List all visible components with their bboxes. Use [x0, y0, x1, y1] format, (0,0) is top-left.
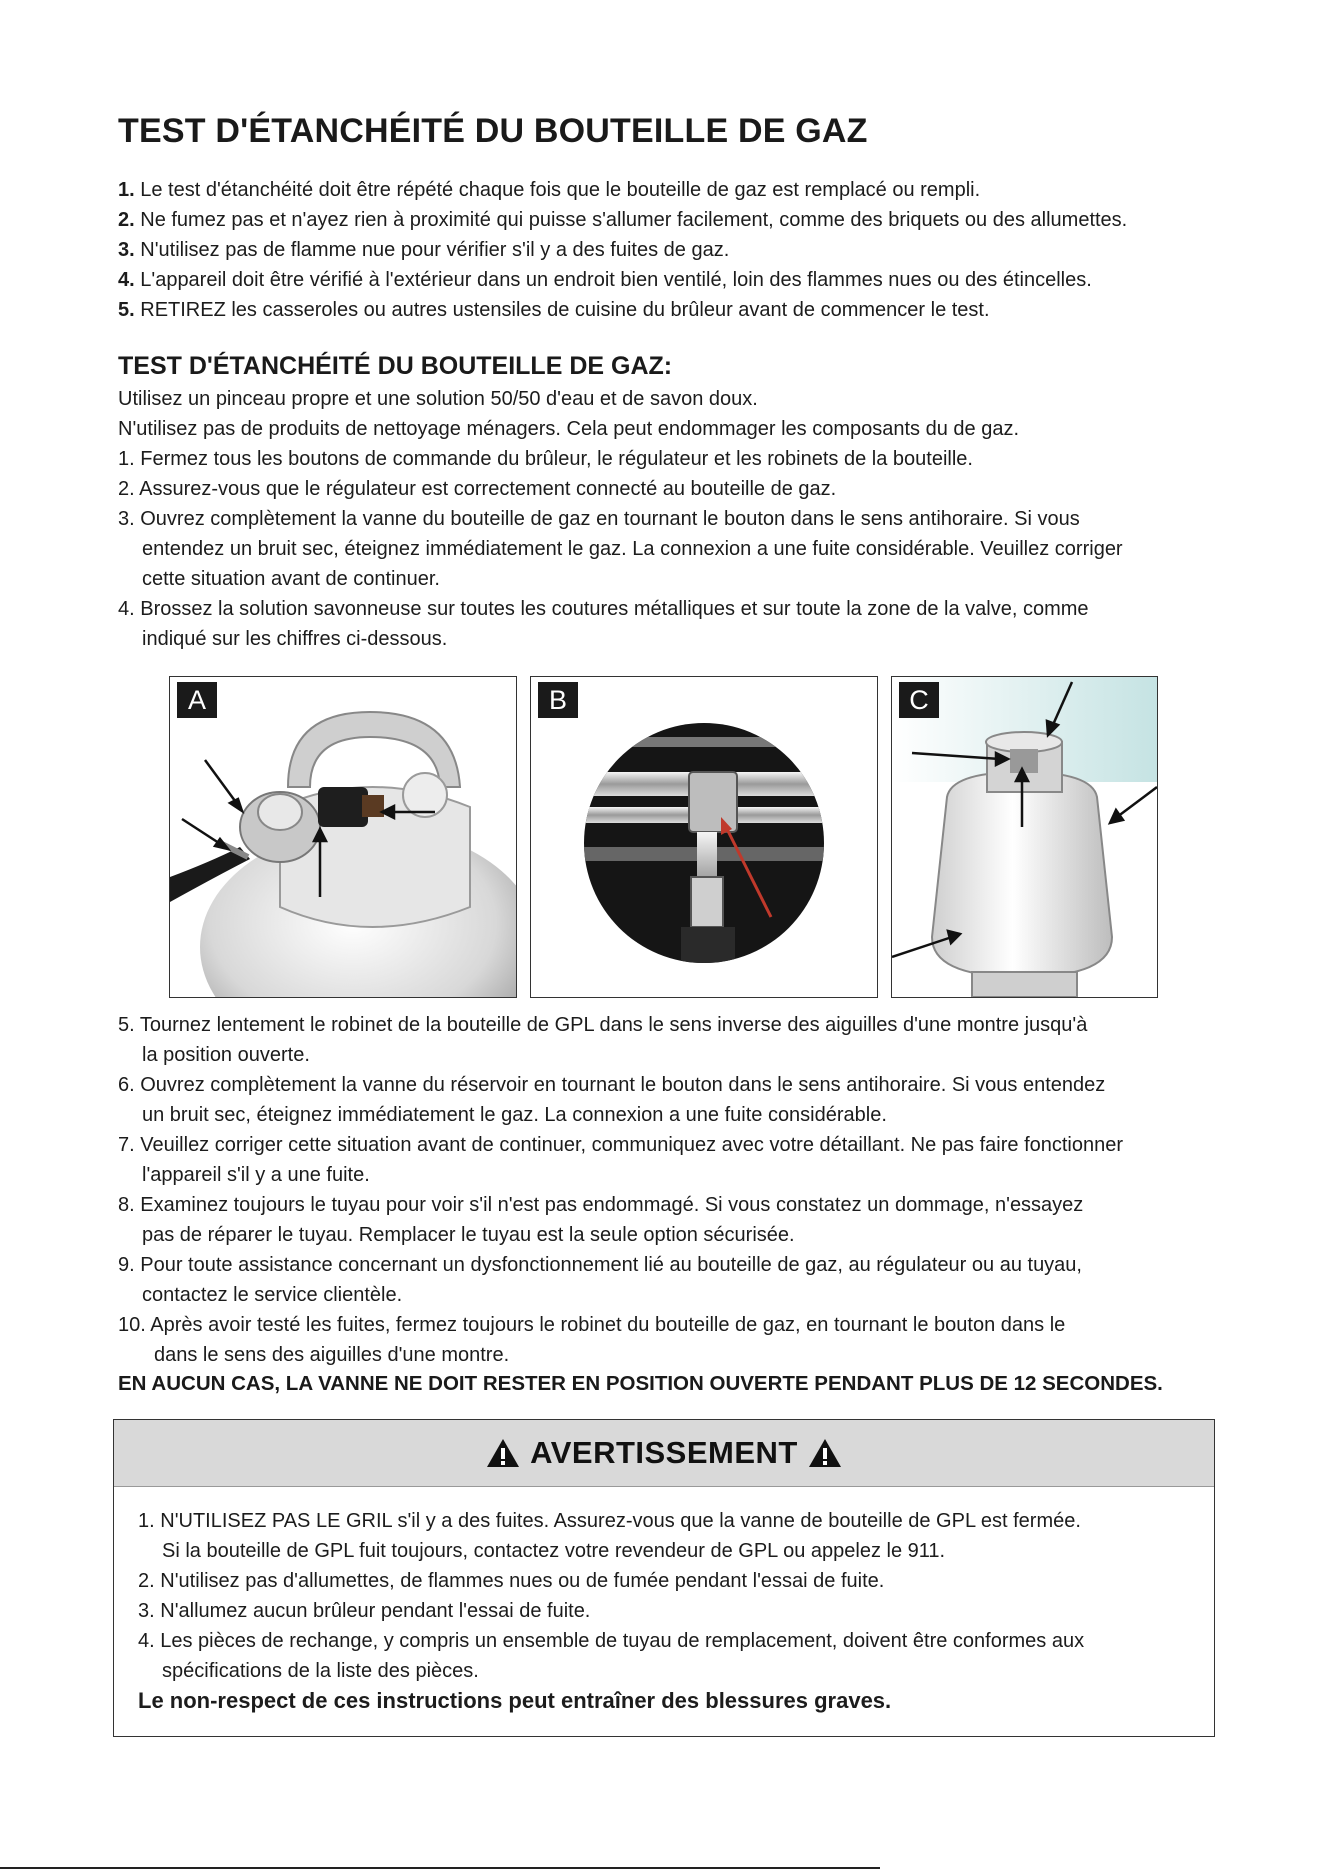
warning-item-1: 1. N'UTILISEZ PAS LE GRIL s'il y a des fuites. Assurez-vous que la vanne de bouteille de GPL est fermée.	[138, 1510, 1081, 1532]
warning-final-statement: Le non-respect de ces instructions peut entraîner des blessures graves.	[138, 1688, 892, 1713]
step-10: 10. Après avoir testé les fuites, fermez toujours le robinet du bouteille de gaz, en tournant le bouton dans le	[118, 1314, 1066, 1336]
regulator-connection-illustration	[531, 677, 877, 997]
warning-list	[138, 1506, 1198, 1686]
step-6-continuation: un bruit sec, éteignez immédiatement le gaz. La connexion a une fuite considérable.	[142, 1104, 887, 1126]
step-8: 8. Examinez toujours le tuyau pour voir s'il n'est pas endommagé. Si vous constatez un dommage, n'essayez	[118, 1194, 1084, 1216]
step-3-continuation: cette situation avant de continuer.	[142, 568, 440, 590]
procedure-part-2	[118, 1010, 1298, 1370]
intro-line: Utilisez un pinceau propre et une solution 50/50 d'eau et de savon doux.	[118, 388, 758, 410]
figure-label-b: B	[538, 682, 578, 718]
step-7: 7. Veuillez corriger cette situation avant de continuer, communiquez avec votre détaillant. Ne pas faire fonctionner	[118, 1134, 1124, 1156]
figure-a-cylinder-valve	[169, 676, 517, 998]
step-7-continuation: l'appareil s'il y a une fuite.	[142, 1164, 370, 1186]
figure-c-full-cylinder	[891, 676, 1158, 998]
figure-row	[169, 676, 1156, 996]
warning-title: AVERTISSEMENT	[530, 1435, 798, 1470]
step-2: 2. Assurez-vous que le régulateur est correctement connecté au bouteille de gaz.	[118, 478, 837, 500]
intro-line: N'utilisez pas de produits de nettoyage ménagers. Cela peut endommager les composants du de gaz.	[118, 418, 1020, 440]
step-4-continuation: indiqué sur les chiffres ci-dessous.	[142, 628, 448, 650]
step-9: 9. Pour toute assistance concernant un dysfonctionnement lié au bouteille de gaz, au régulateur ou au tuyau,	[118, 1254, 1082, 1276]
figure-b-regulator-connection	[530, 676, 878, 998]
warning-header	[114, 1420, 1214, 1487]
list-item: 1. Le test d'étanchéité doit être répété chaque fois que le bouteille de gaz est remplacé ou rempli.	[118, 179, 981, 201]
list-item: 5. RETIREZ les casseroles ou autres ustensiles de cuisine du brûleur avant de commencer le test.	[118, 299, 990, 321]
step-3-continuation: entendez un bruit sec, éteignez immédiatement le gaz. La connexion a une fuite considérable. Veuillez corriger	[142, 538, 1123, 560]
list-item: 2. Ne fumez pas et n'ayez rien à proximité qui puisse s'allumer facilement, comme des briquets ou des allumettes.	[118, 209, 1128, 231]
warning-box	[113, 1419, 1215, 1737]
step-5: 5. Tournez lentement le robinet de la bouteille de GPL dans le sens inverse des aiguilles d'une montre jusqu'à	[118, 1014, 1088, 1036]
valve-time-warning: EN AUCUN CAS, LA VANNE NE DOIT RESTER EN POSITION OUVERTE PENDANT PLUS DE 12 SECONDES.	[118, 1372, 1163, 1395]
step-8-continuation: pas de réparer le tuyau. Remplacer le tuyau est la seule option sécurisée.	[142, 1224, 795, 1246]
warning-item-3: 3. N'allumez aucun brûleur pendant l'essai de fuite.	[138, 1600, 591, 1622]
full-cylinder-illustration	[892, 677, 1157, 997]
figure-label-a: A	[177, 682, 217, 718]
warning-triangle-icon	[808, 1437, 842, 1469]
figure-label-c: C	[899, 682, 939, 718]
step-10-continuation: dans le sens des aiguilles d'une montre.	[154, 1344, 510, 1366]
warning-item-4: 4. Les pièces de rechange, y compris un ensemble de tuyau de remplacement, doivent être conformes aux	[138, 1630, 1085, 1652]
footer-rule	[0, 1867, 880, 1869]
step-9-continuation: contactez le service clientèle.	[142, 1284, 403, 1306]
cylinder-valve-illustration	[170, 677, 516, 997]
section-title: TEST D'ÉTANCHÉITÉ DU BOUTEILLE DE GAZ:	[118, 352, 673, 380]
list-item: 4. L'appareil doit être vérifié à l'extérieur dans un endroit bien ventilé, loin des flammes nues ou des étincelles.	[118, 269, 1092, 291]
step-6: 6. Ouvrez complètement la vanne du réservoir en tournant le bouton dans le sens antihoraire. Si vous entendez	[118, 1074, 1106, 1096]
warning-item-1-continuation: Si la bouteille de GPL fuit toujours, contactez votre revendeur de GPL ou appelez le 911.	[162, 1540, 946, 1562]
step-3: 3. Ouvrez complètement la vanne du bouteille de gaz en tournant le bouton dans le sens antihoraire. Si vous	[118, 508, 1080, 530]
step-4: 4. Brossez la solution savonneuse sur toutes les coutures métalliques et sur toute la zone de la valve, comme	[118, 598, 1089, 620]
warning-triangle-icon	[486, 1437, 520, 1469]
step-5-continuation: la position ouverte.	[142, 1044, 310, 1066]
procedure-part-1	[118, 384, 1288, 654]
warning-item-2: 2. N'utilisez pas d'allumettes, de flammes nues ou de fumée pendant l'essai de fuite.	[138, 1570, 885, 1592]
page-title: TEST D'ÉTANCHÉITÉ DU BOUTEILLE DE GAZ	[118, 112, 868, 150]
list-item: 3. N'utilisez pas de flamme nue pour vérifier s'il y a des fuites de gaz.	[118, 239, 730, 261]
warning-item-4-continuation: spécifications de la liste des pièces.	[162, 1660, 479, 1682]
intro-list	[118, 175, 1288, 325]
step-1: 1. Fermez tous les boutons de commande du brûleur, le régulateur et les robinets de la bouteille.	[118, 448, 973, 470]
